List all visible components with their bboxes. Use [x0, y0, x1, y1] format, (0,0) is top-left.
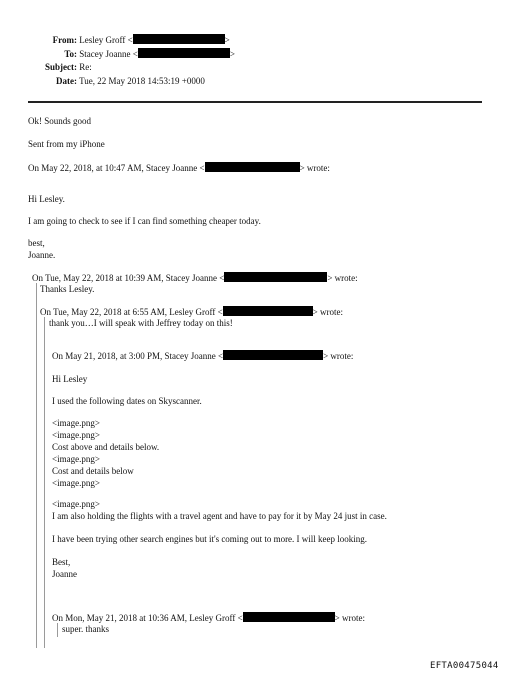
subject-label: Subject: [45, 62, 77, 72]
quote-bar [36, 283, 37, 648]
quote3-body: thank you…I will speak with Jeffrey today on this! [49, 318, 233, 328]
attribution-text: On May 22, 2018, at 10:47 AM, Stacey Joanne < [28, 163, 205, 173]
header-subject [44, 62, 92, 73]
attribution-text: On Tue, May 22, 2018 at 10:39 AM, Stacey Joanne < [32, 273, 225, 283]
to-value: Stacey Joanne < [79, 49, 138, 59]
attribution-text: On May 21, 2018, at 3:00 PM, Stacey Joanne < [52, 351, 224, 361]
quote4-hold: I am also holding the flights with a travel agent and have to pay for it by May 24 just in case. [52, 511, 387, 521]
quote1-name: Joanne. [28, 250, 56, 260]
quote4-line1: I used the following dates on Skyscanner. [52, 396, 202, 406]
redaction-bar [223, 306, 313, 316]
image-placeholder: <image.png> [52, 418, 100, 428]
attribution-text: On Tue, May 22, 2018 at 6:55 AM, Lesley Groff < [40, 307, 223, 317]
subject-value: Re: [79, 62, 92, 72]
redaction-bar [205, 162, 300, 172]
attribution-line-1 [28, 162, 330, 174]
quote5-body: super. thanks [62, 624, 109, 634]
attribution-end: > wrote: [323, 351, 354, 361]
header-from [44, 34, 230, 46]
quote4-cost2: Cost and details below [52, 466, 134, 476]
image-placeholder: <image.png> [52, 478, 100, 488]
quote1-greeting: Hi Lesley. [28, 194, 65, 204]
header-date [44, 76, 205, 87]
quote1-closing: best, [28, 238, 45, 248]
attribution-line-4 [52, 350, 353, 362]
header-to [44, 48, 235, 60]
redaction-bar [133, 34, 225, 44]
signature-text: Sent from my iPhone [28, 139, 105, 149]
quote4-closing: Best, [52, 557, 71, 567]
quote1-body: I am going to check to see if I can find something cheaper today. [28, 216, 261, 226]
close-bracket: > [229, 49, 235, 59]
attribution-end: > wrote: [312, 307, 343, 317]
image-placeholder: <image.png> [52, 499, 100, 509]
from-label: From: [52, 35, 77, 45]
quote2-body: Thanks Lesley. [40, 284, 95, 294]
reply-text: Ok! Sounds good [28, 116, 92, 126]
quote-bar [57, 623, 58, 637]
quote4-cost1: Cost above and details below. [52, 442, 160, 452]
quote-bar [44, 317, 45, 648]
date-label: Date: [56, 76, 77, 86]
redaction-bar [138, 48, 230, 58]
attribution-line-3 [40, 306, 343, 318]
date-value: Tue, 22 May 2018 14:53:19 +0000 [79, 76, 205, 86]
attribution-end: > wrote: [299, 163, 330, 173]
attribution-line-2 [32, 272, 358, 284]
bates-number: EFTA00475044 [430, 661, 499, 671]
quote4-greeting: Hi Lesley [52, 374, 88, 384]
close-bracket: > [224, 35, 230, 45]
image-placeholder: <image.png> [52, 430, 100, 440]
to-label: To: [64, 49, 77, 59]
from-value: Lesley Groff < [79, 35, 133, 45]
attribution-line-5 [52, 612, 365, 624]
attribution-end: > wrote: [327, 273, 358, 283]
attribution-end: > wrote: [334, 613, 365, 623]
attribution-text: On Mon, May 21, 2018 at 10:36 AM, Lesley Groff < [52, 613, 243, 623]
redaction-bar [224, 272, 327, 282]
quote4-name: Joanne [52, 569, 77, 579]
redaction-bar [243, 612, 335, 622]
image-placeholder: <image.png> [52, 454, 100, 464]
redaction-bar [223, 350, 323, 360]
quote4-search: I have been trying other search engines but it's coming out to more. I will keep looking. [52, 534, 368, 544]
header-divider [28, 101, 482, 103]
